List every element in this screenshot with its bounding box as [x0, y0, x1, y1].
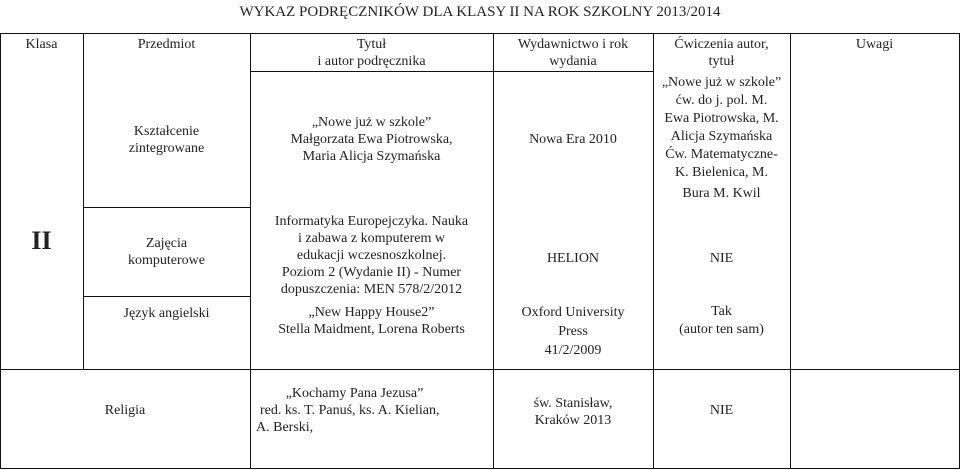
header-klasa — [0, 36, 83, 66]
row-1-wydawnictwo-line: HELION — [546, 250, 600, 266]
row-2-przedmiot-line: Język angielski — [123, 305, 210, 321]
row-2-wydawnictwo-line: Press — [558, 323, 588, 339]
row-0-cwiczenia-line: Ćw. Matematyczne- — [665, 147, 778, 162]
header-wydawnictwo-line1: Wydawnictwo i rok — [517, 37, 629, 52]
row-0-tytul — [250, 72, 493, 207]
row-1-tytul — [250, 209, 493, 301]
row-1-wydawnictwo — [493, 240, 653, 276]
row-0-cwiczenia-line: Ewa Piotrowska, M. — [664, 111, 779, 126]
header-klasa-label: Klasa — [25, 37, 58, 52]
row-2-tytul-line: Stella Maidment, Lorena Roberts — [278, 322, 465, 337]
row-3-tytul-line: red. ks. T. Panuś, ks. A. Kielian, — [260, 402, 440, 418]
col-divider-6 — [790, 33, 791, 469]
row-0-tytul-line: Małgorzata Ewa Piotrowska, — [290, 132, 453, 147]
row-divider-2 — [83, 296, 250, 297]
row-3-wydawnictwo-line: św. Stanisław, — [533, 396, 613, 411]
row-2-cwiczenia — [653, 302, 790, 340]
row-0-cwiczenia-line: Bura M. Kwil — [682, 186, 761, 201]
header-cwiczenia — [653, 36, 790, 70]
document-title: WYKAZ PODRĘCZNIKÓW DLA KLASY II NA ROK SZKOLNY 2013/2014 — [239, 4, 721, 20]
row-1-tytul-line: dopuszczenia: MEN 578/2/2012 — [280, 281, 463, 297]
row-1-przedmiot-line: Zajęcia — [145, 235, 188, 251]
header-uwagi-label: Uwagi — [855, 37, 894, 52]
table-border-bottom — [0, 468, 960, 469]
row-0-wydawnictwo — [493, 72, 653, 207]
table-border-top — [0, 33, 960, 34]
row-3-tytul-line: A. Berski, — [256, 419, 314, 435]
row-2-wydawnictwo-line: Oxford University — [521, 304, 625, 320]
row-0-przedmiot — [83, 72, 250, 207]
row-2-tytul — [250, 302, 493, 340]
row-0-cwiczenia-line: „Nowe już w szkole” — [661, 75, 782, 90]
row-1-tytul-line: i zabawa z komputerem w — [298, 230, 445, 246]
header-przedmiot — [83, 36, 250, 66]
row-2-cwiczenia-line: (autor ten sam) — [679, 322, 764, 337]
row-0-tytul-line: „Nowe już w szkole” — [311, 115, 432, 130]
row-1-tytul-line: Poziom 2 (Wydanie II) - Numer — [281, 264, 462, 280]
header-tytul — [250, 36, 493, 70]
row-0-tytul-line: Maria Alicja Szymańska — [302, 149, 441, 164]
row-0-cwiczenia — [653, 72, 790, 214]
row-2-cwiczenia-line: Tak — [711, 304, 732, 319]
row-3-przedmiot — [0, 370, 250, 450]
class-label — [0, 200, 83, 280]
row-0-przedmiot-line: zintegrowane — [128, 140, 205, 156]
row-2-przedmiot — [83, 300, 250, 326]
header-tytul-line1: Tytuł — [356, 37, 387, 52]
row-3-cwiczenia-line: NIE — [709, 402, 734, 418]
row-1-tytul-line: edukacji wczesnoszkolnej. — [296, 247, 447, 263]
row-0-cwiczenia-line: Alicja Szymańska — [670, 129, 773, 144]
row-3-wydawnictwo-line: Kraków 2013 — [534, 413, 612, 428]
header-wydawnictwo — [493, 36, 653, 70]
row-2-wydawnictwo-line: 41/2/2009 — [544, 342, 602, 358]
row-0-cwiczenia-line: ćw. do j. pol. M. — [675, 93, 768, 108]
row-3-przedmiot-line: Religia — [104, 402, 146, 418]
row-0-cwiczenia-line: K. Bielenica, M. — [675, 165, 768, 180]
row-3-cwiczenia — [653, 390, 790, 430]
row-1-tytul-line: Informatyka Europejczyka. Nauka — [274, 213, 469, 229]
row-1-cwiczenia — [653, 240, 790, 276]
row-0-wydawnictwo-line: Nowa Era 2010 — [529, 132, 617, 147]
header-wydawnictwo-line2: wydania — [549, 54, 597, 69]
header-tytul-line2: i autor podręcznika — [317, 54, 426, 69]
row-0-przedmiot-line: Kształcenie — [133, 123, 200, 139]
row-3-wydawnictwo — [493, 390, 653, 434]
row-2-tytul-line: „New Happy House2” — [308, 305, 435, 320]
row-1-przedmiot-line: komputerowe — [128, 252, 205, 268]
header-przedmiot-label: Przedmiot — [137, 37, 196, 52]
row-2-wydawnictwo — [493, 302, 653, 360]
row-1-cwiczenia-line: NIE — [709, 250, 734, 266]
header-cwiczenia-line1: Ćwiczenia autor, — [674, 37, 769, 52]
header-uwagi — [790, 36, 959, 66]
row-3-tytul — [250, 376, 493, 444]
row-1-przedmiot — [83, 207, 250, 296]
header-cwiczenia-line2: tytuł — [708, 54, 735, 69]
class-label-text: II — [31, 225, 52, 255]
row-3-tytul-line: „Kochamy Pana Jezusa” — [285, 385, 424, 401]
